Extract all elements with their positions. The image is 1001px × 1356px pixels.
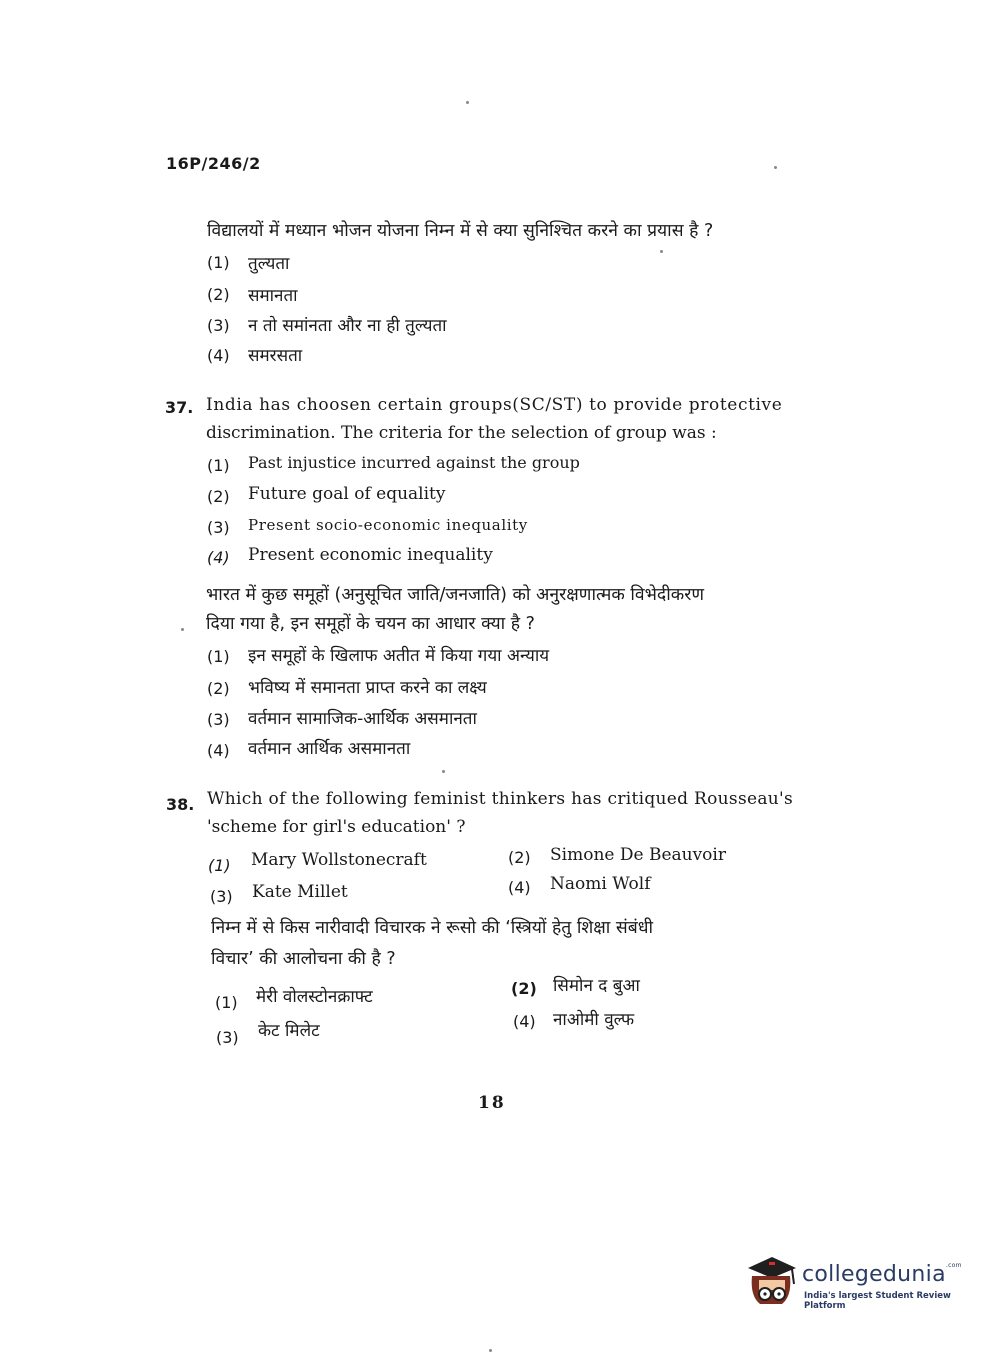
q38-stem-line2: 'scheme for girl's education' ? [207,817,466,837]
q37-option-2-text: Future goal of equality [248,484,446,504]
q37-stem-line2: discrimination. The criteria for the selection of group was : [206,423,717,443]
q37-hindi-stem-line2: दिया गया है, इन समूहों के चयन का आधार क्या है ? [206,614,535,634]
q36-option-2-num: (2) [207,285,230,304]
q37-hindi-stem-line1: भारत में कुछ समूहों (अनुसूचित जाति/जनजाति) को अनुरक्षणात्मक विभेदीकरण [206,585,704,605]
student-mascot-icon [742,1254,800,1310]
q36-option-3-text: न तो समांनता और ना ही तुल्यता [248,316,447,336]
q37-hindi-option-3-text: वर्तमान सामाजिक-आर्थिक असमानता [248,709,477,729]
q36-option-1-num: (1) [207,253,230,272]
q38-option-3-text: Kate Millet [252,882,348,902]
q36-option-4-num: (4) [207,346,230,365]
q38-hindi-stem-line2: विचार’ की आलोचना की है ? [211,949,396,969]
q38-hindi-option-3-text: केट मिलेट [258,1021,320,1041]
q38-hindi-option-2-num: (2) [511,979,537,998]
scan-speck [660,250,663,253]
q37-option-2-num: (2) [207,487,230,506]
q38-option-4-num: (4) [508,878,531,897]
q36-hindi-stem: विद्यालयों में मध्यान भोजन योजना निम्न में से क्या सुनिश्चित करने का प्रयास है ? [207,221,714,241]
q37-option-3-text: Present socio-economic inequality [248,516,528,534]
q38-hindi-option-3-num: (3) [216,1028,239,1047]
q37-option-3-num: (3) [207,518,230,537]
q37-hindi-option-4-num: (4) [207,741,230,760]
q38-option-1-num: (1) [208,856,231,875]
scan-speck [442,770,445,773]
q37-option-1-num: (1) [207,456,230,475]
q37-stem-line1: India has choosen certain groups(SC/ST) to provide protective [206,395,783,415]
q38-hindi-option-1-num: (1) [215,993,238,1012]
q38-hindi-option-1-text: मेरी वोलस्टोनक्राफ्ट [256,987,373,1007]
q36-option-2-text: समानता [248,286,298,306]
q38-option-2-text: Simone De Beauvoir [550,845,726,865]
q38-option-1-text: Mary Wollstonecraft [251,850,427,870]
q38-option-4-text: Naomi Wolf [550,874,651,894]
q37-hindi-option-2-num: (2) [207,679,230,698]
q36-option-1-text: तुल्यता [248,254,290,274]
q37-hindi-option-2-text: भविष्य में समानता प्राप्त करने का लक्ष्य [248,678,487,698]
paper-code: 16P/246/2 [166,154,261,173]
q38-option-3-num: (3) [210,887,233,906]
q38-number: 38. [166,795,195,814]
q38-hindi-option-4-text: नाओमी वुल्फ [553,1010,635,1030]
q38-hindi-option-2-text: सिमोन द बुआ [553,976,640,996]
q37-hindi-option-4-text: वर्तमान आर्थिक असमानता [248,739,411,759]
q37-option-4-text: Present economic inequality [248,545,493,565]
scan-speck [774,166,777,169]
collegedunia-logo [742,1254,972,1314]
q37-hindi-option-1-num: (1) [207,647,230,666]
scan-speck [489,1349,492,1352]
logo-wordmark: collegedunia$^{.com}$ [802,1262,962,1287]
q37-hindi-option-3-num: (3) [207,710,230,729]
q37-option-4-num: (4) [207,548,230,567]
scan-speck [466,101,469,104]
q36-option-4-text: समरसता [248,346,303,366]
q36-option-3-num: (3) [207,316,230,335]
q38-hindi-stem-line1: निम्न में से किस नारीवादी विचारक ने रूसो की ‘स्त्रियों हेतु शिक्षा संबंधी [211,918,654,938]
q37-hindi-option-1-text: इन समूहों के खिलाफ अतीत में किया गया अन्याय [248,646,550,666]
q38-hindi-option-4-num: (4) [513,1012,536,1031]
scan-speck [181,628,184,631]
page-number: 18 [478,1093,506,1113]
q37-number: 37. [165,398,194,417]
logo-tagline: India's largest Student Review Platform [804,1291,951,1311]
q38-option-2-num: (2) [508,848,531,867]
q37-option-1-text: Past injustice incurred against the group [248,453,580,472]
q38-stem-line1: Which of the following feminist thinkers has critiqued Rousseau's [207,789,794,809]
